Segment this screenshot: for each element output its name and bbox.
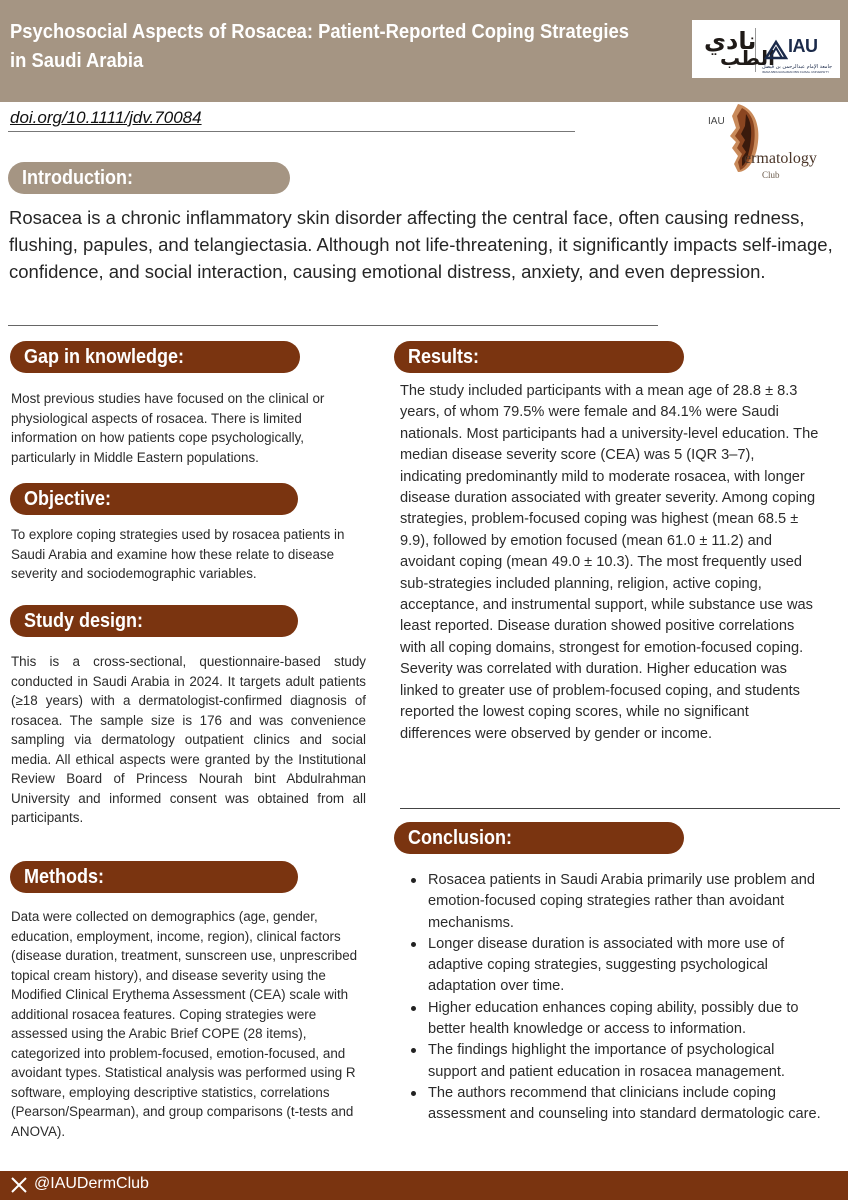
gap-heading-label: Gap in knowledge: <box>24 346 185 368</box>
logo-panel <box>692 20 840 78</box>
results-divider <box>400 808 840 809</box>
university-logo-english: IMAM ABDULRAHMAN BIN FAISAL UNIVERSITY <box>762 70 830 74</box>
study-design-heading <box>10 605 298 637</box>
gap-text: Most previous studies have focused on the clinical or physiological aspects of rosacea. There is limited information on how patients cope psychologically, particularly in Middle Eastern populations. <box>11 391 325 465</box>
poster-title: Psychosocial Aspects of Rosacea: Patient-Reported Coping Strategies in Saudi Arabia <box>10 21 629 72</box>
club-logo-sub: Club <box>762 170 780 180</box>
medicine-club-logo-word-2: الطب <box>720 46 776 70</box>
conclusion-list <box>408 870 826 1126</box>
introduction-text: Rosacea is a chronic inflammatory skin disorder affecting the central face, often causing redness, flushing, papules, and telangiectasia. Although not life-threatening, it significantly impacts self-image, confidence, and social interaction, causing emotional distress, anxiety, and even depression. <box>9 207 833 282</box>
gap-heading <box>10 341 300 373</box>
introduction-divider <box>8 325 658 326</box>
conclusion-item: The authors recommend that clinicians include coping assessment and counseling into standard dermatologic care. <box>408 1083 826 1126</box>
header-banner <box>0 0 848 102</box>
dermatology-club-logo <box>700 100 848 188</box>
conclusion-item: Longer disease duration is associated with more use of adaptive coping strategies, suggesting psychological adaptation over time. <box>408 934 826 998</box>
social-handle[interactable]: @IAUDermClub <box>34 1175 149 1192</box>
club-logo-iau: IAU <box>708 116 725 127</box>
x-logo-icon[interactable] <box>10 1176 28 1194</box>
conclusion-item: Rosacea patients in Saudi Arabia primarily use problem and emotion-focused coping strategies rather than avoidant mechanisms. <box>408 870 826 934</box>
study-design-heading-label: Study design: <box>24 610 144 632</box>
university-emblem-icon <box>764 38 788 60</box>
results-heading <box>394 341 684 373</box>
introduction-heading <box>8 162 290 194</box>
university-logo-text: IAU <box>788 36 818 56</box>
objective-heading-label: Objective: <box>24 488 112 510</box>
conclusion-heading-label: Conclusion: <box>408 827 512 849</box>
university-logo <box>760 30 838 72</box>
footer-bar <box>0 1171 848 1200</box>
conclusion-item: The findings highlight the importance of psychological support and patient education in rosacea management. <box>408 1040 826 1083</box>
results-heading-label: Results: <box>408 346 480 368</box>
methods-text: Data were collected on demographics (age, gender, education, employment, income, region), clinical factors (disease duration, treatment, sunscreen use, unprescribed topical cream history), and disease severity using the Modified Clinical Erythema Assessment (CEA) scale with additional rosacea features. Coping strategies were assessed using the Arabic Brief COPE (28 items), categorized into problem-focused, emotion-focused, and avoidant types. Statistical analysis was performed using R software, employing descriptive statistics, correlations (Pearson/Spearman), and group comparisons (t-tests and ANOVA). <box>11 909 358 1139</box>
objective-text: To explore coping strategies used by rosacea patients in Saudi Arabia and examine how these relate to disease severity and sociodemographic variables. <box>11 527 345 581</box>
medicine-club-logo-word-1: نادي <box>704 27 757 55</box>
methods-heading-label: Methods: <box>24 866 105 888</box>
club-logo-name: ermatology <box>744 150 817 167</box>
results-text: The study included participants with a mean age of 28.8 ± 8.3 years, of whom 79.5% were female and 84.1% were Saudi nationals. Most participants had a university-level education. The median disease severity score (CEA) was 5 (IQR 3–7), indicating predominantly mild to moderate rosacea, with longer disease duration associated with greater severity. Among coping strategies, problem-focused coping was highest (mean 68.5 ± 9.9), followed by emotion focused (mean 61.0 ± 11.2) and avoidant coping (mean 49.0 ± 10.3). The most frequently used sub-strategies included planning, religion, active coping, acceptance, and instrumental support, while substance use was least reported. Disease duration showed positive correlations with all coping domains, strongest for emotion-focused coping. Severity was correlated with duration. Higher education was linked to greater use of problem-focused coping, and students reported the lowest coping scores, while no significant differences were observed by gender or income. <box>400 383 819 742</box>
study-design-text: This is a cross-sectional, questionnaire-based study conducted in Saudi Arabia in 2024. It targets adult patients (≥18 years) with a dermatologist-confirmed diagnosis of rosacea. The sample size is 176 and was convenience sampling via dermatology outpatient clinics and social media. All ethical aspects were granted by the Institutional Review Board of Princess Nourah bint Abdulrahman University and informed consent was obtained from all participants. <box>11 654 366 825</box>
doi-link[interactable]: doi.org/10.1111/jdv.70084 <box>10 108 202 127</box>
university-logo-arabic: جامعة الإمام عبدالرحمن بن فيصل <box>762 64 833 70</box>
introduction-heading-label: Introduction: <box>22 167 133 189</box>
medicine-club-logo <box>700 27 776 72</box>
doi-divider <box>8 131 575 132</box>
methods-heading <box>10 861 298 893</box>
conclusion-heading <box>394 822 684 854</box>
conclusion-item: Higher education enhances coping ability, possibly due to better health knowledge or access to information. <box>408 998 826 1041</box>
objective-heading <box>10 483 298 515</box>
